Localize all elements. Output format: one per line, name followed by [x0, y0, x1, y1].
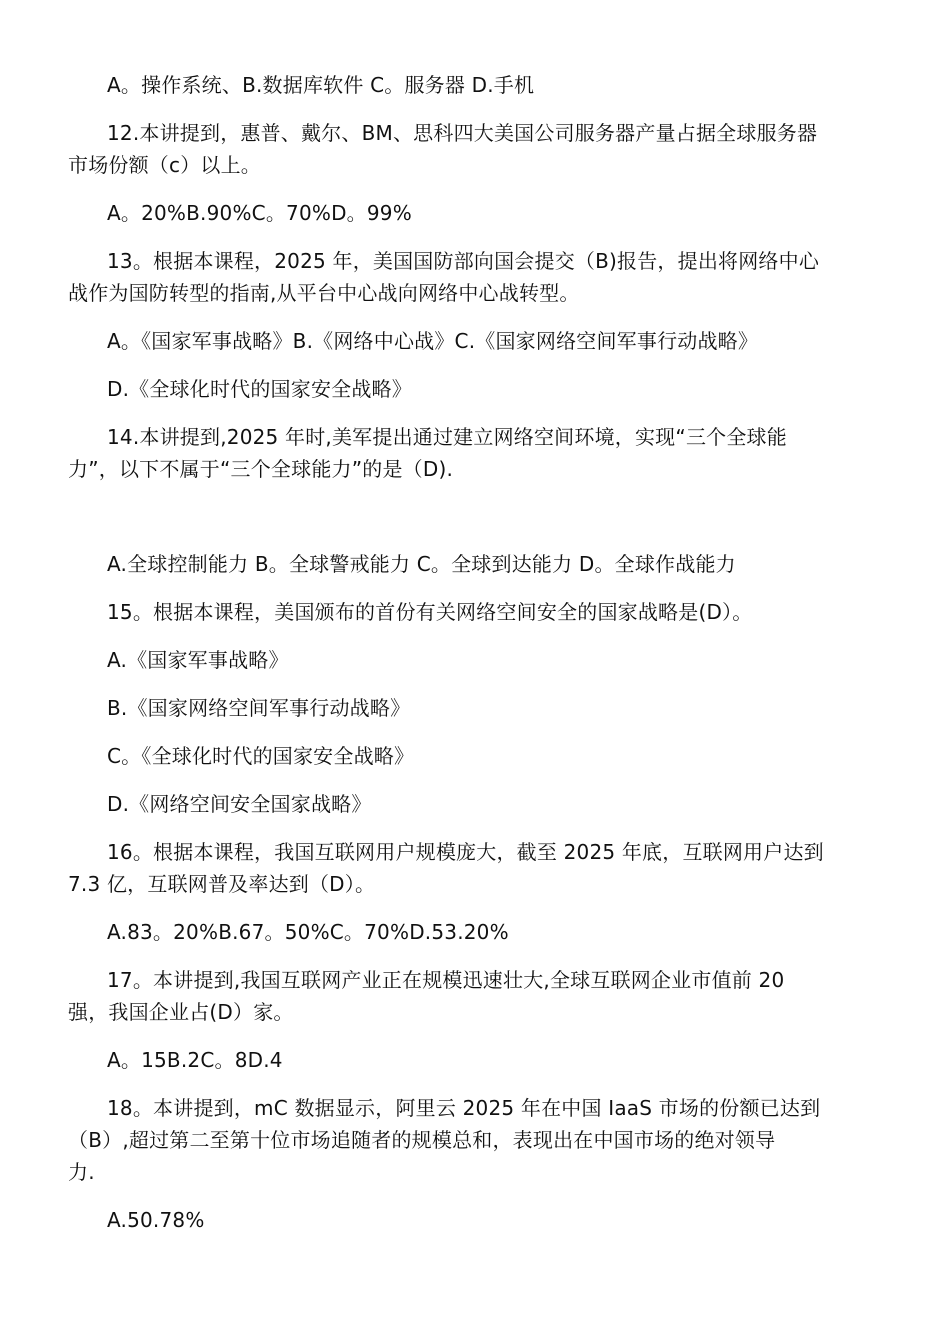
q18-text-line1: 18。本讲提到，mC 数据显示，阿里云 2025 年在中国 IaaS 市场的份额已达到: [107, 1096, 821, 1120]
q18-text-line3: 力.: [68, 1160, 95, 1184]
q13-options-line2: D.《全球化时代的国家安全战略》: [107, 377, 412, 401]
q14-text-line2: 力”，以下不属于“三个全球能力”的是（D).: [68, 457, 454, 481]
q13-text-line1: 13。根据本课程，2025 年，美国国防部向国会提交（B)报告，提出将网络中心: [107, 249, 820, 273]
q14-text-line1: 14.本讲提到,2025 年时,美军提出通过建立网络空间环境，实现“三个全球能: [107, 425, 787, 449]
q15-option-a: A.《国家军事战略》: [107, 648, 289, 672]
q15-option-c: C。《全球化时代的国家安全战略》: [107, 744, 415, 768]
q13-text-line2: 战作为国防转型的指南,从平台中心战向网络中心战转型。: [68, 281, 580, 305]
q12-options: A。20%B.90%C。70%D。99%: [107, 201, 412, 225]
q17-text-line1: 17。本讲提到,我国互联网产业正在规模迅速壮大,全球互联网企业市值前 20: [107, 968, 785, 992]
q16-text-line2: 7.3 亿，互联网普及率达到（D）。: [68, 872, 376, 896]
q16-options: A.83。20%B.67。50%C。70%D.53.20%: [107, 920, 509, 944]
q18-option-a: A.50.78%: [107, 1208, 205, 1232]
q16-text-line1: 16。根据本课程，我国互联网用户规模庞大，截至 2025 年底，互联网用户达到: [107, 840, 824, 864]
q14-options: A.全球控制能力 B。全球警戒能力 C。全球到达能力 D。全球作战能力: [107, 552, 736, 576]
q12-text-line2: 市场份额（c）以上。: [68, 153, 261, 177]
q13-options-line1: A。《国家军事战略》B.《网络中心战》C.《国家网络空间军事行动战略》: [107, 329, 759, 353]
q15-option-d: D.《网络空间安全国家战略》: [107, 792, 372, 816]
q12-text-line1: 12.本讲提到，惠普、戴尔、BM、思科四大美国公司服务器产量占据全球服务器: [107, 121, 818, 145]
q18-text-line2: （B）,超过第二至第十位市场追随者的规模总和，表现出在中国市场的绝对领导: [68, 1128, 776, 1152]
q15-option-b: B.《国家网络空间军事行动战略》: [107, 696, 411, 720]
q17-text-line2: 强，我国企业占(D）家。: [68, 1000, 294, 1024]
q17-options: A。15B.2C。8D.4: [107, 1048, 283, 1072]
q11-options: A。操作系统、B.数据库软件 C。服务器 D.手机: [107, 73, 535, 97]
q15-text: 15。根据本课程，美国颁布的首份有关网络空间安全的国家战略是(D）。: [107, 600, 753, 624]
